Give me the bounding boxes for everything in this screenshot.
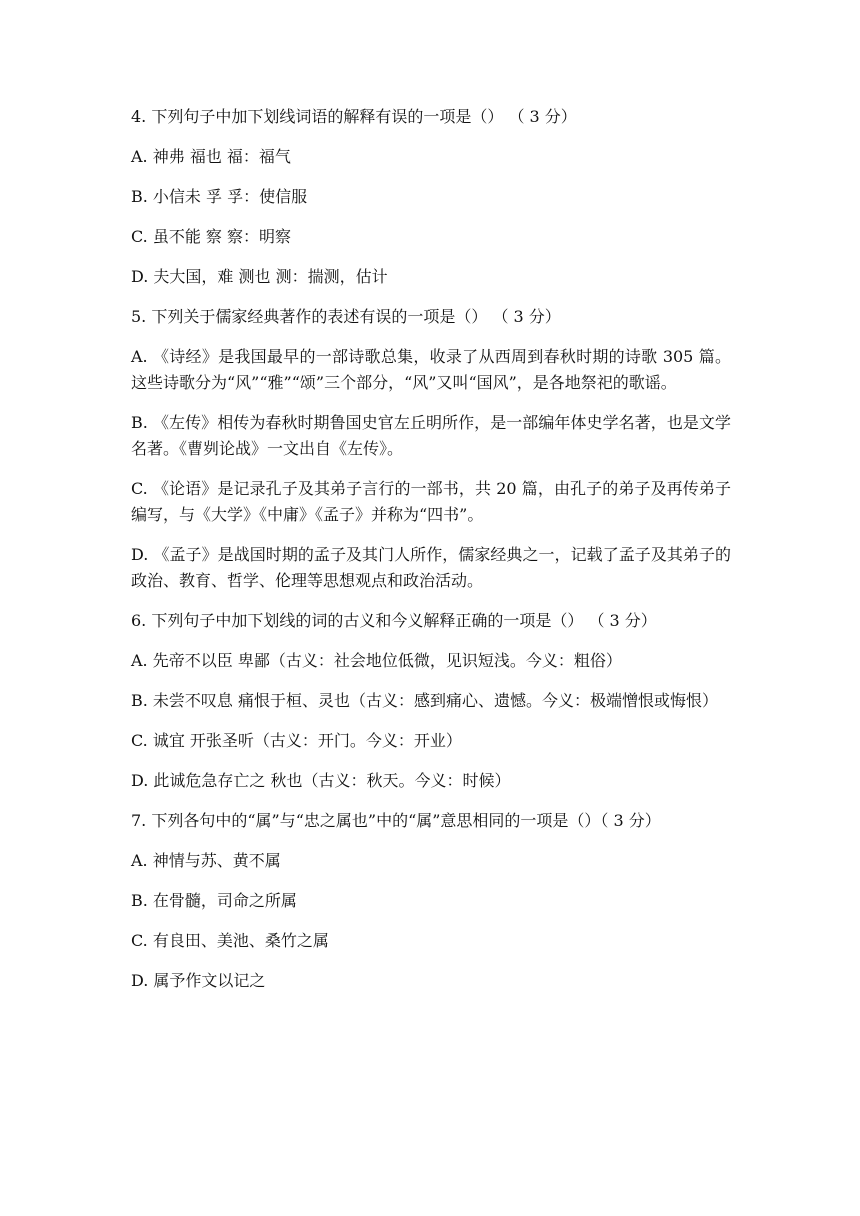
question-5-option-b: B. 《左传》相传为春秋时期鲁国史官左丘明所作，是一部编年体史学名著，也是文学名著。《曹刿论战》一文出自《左传》。 [131,413,731,458]
question-7-option-d: D. 属予作文以记之 [131,971,266,990]
question-4-option-c: C. 虽不能 察 察：明察 [131,227,292,246]
question-6-option-c: C. 诚宜 开张圣听（古义：开门。今义：开业） [131,731,462,750]
question-4-stem: 4. 下列句子中加下划线词语的解释有误的一项是（） （ 3 分） [131,107,577,126]
question-7-stem: 7. 下列各句中的“属”与“忠之属也”中的“属”意思相同的一项是（）（ 3 分） [131,811,661,830]
question-4-option-a: A. 神弗 福也 福：福气 [131,147,291,166]
question-4-option-d: D. 夫大国，难 测也 测：揣测，估计 [131,267,388,286]
question-5-option-c: C. 《论语》是记录孔子及其弟子言行的一部书，共 20 篇，由孔子的弟子及再传弟子编写，与《大学》《中庸》《孟子》并称为“四书”。 [131,479,731,524]
question-6-stem: 6. 下列句子中加下划线的词的古义和今义解释正确的一项是（） （ 3 分） [131,611,657,630]
question-5-option-a: A. 《诗经》是我国最早的一部诗歌总集，收录了从西周到春秋时期的诗歌 305 篇。这些诗歌分为“风”“雅”“颂”三个部分，“风”又叫“国风”，是各地祭祀的歌谣。 [131,347,731,392]
exam-page [131,104,731,1008]
question-7-option-c: C. 有良田、美池、桑竹之属 [131,931,329,950]
question-7-option-b: B. 在骨髓，司命之所属 [131,891,297,910]
question-6-option-b: B. 未尝不叹息 痛恨于桓、灵也（古义：感到痛心、遗憾。今义：极端憎恨或悔恨） [131,691,719,710]
question-7-option-a: A. 神情与苏、黄不属 [131,851,281,870]
question-5-stem: 5. 下列关于儒家经典著作的表述有误的一项是（） （ 3 分） [131,307,561,326]
question-4-option-b: B. 小信未 孚 孚：使信服 [131,187,308,206]
question-6-option-a: A. 先帝不以臣 卑鄙（古义：社会地位低微，见识短浅。今义：粗俗） [131,651,622,670]
question-6-option-d: D. 此诚危急存亡之 秋也（古义：秋天。今义：时候） [131,771,511,790]
question-5-option-d: D. 《孟子》是战国时期的孟子及其门人所作，儒家经典之一，记载了孟子及其弟子的政治、教育、哲学、伦理等思想观点和政治活动。 [131,545,731,590]
